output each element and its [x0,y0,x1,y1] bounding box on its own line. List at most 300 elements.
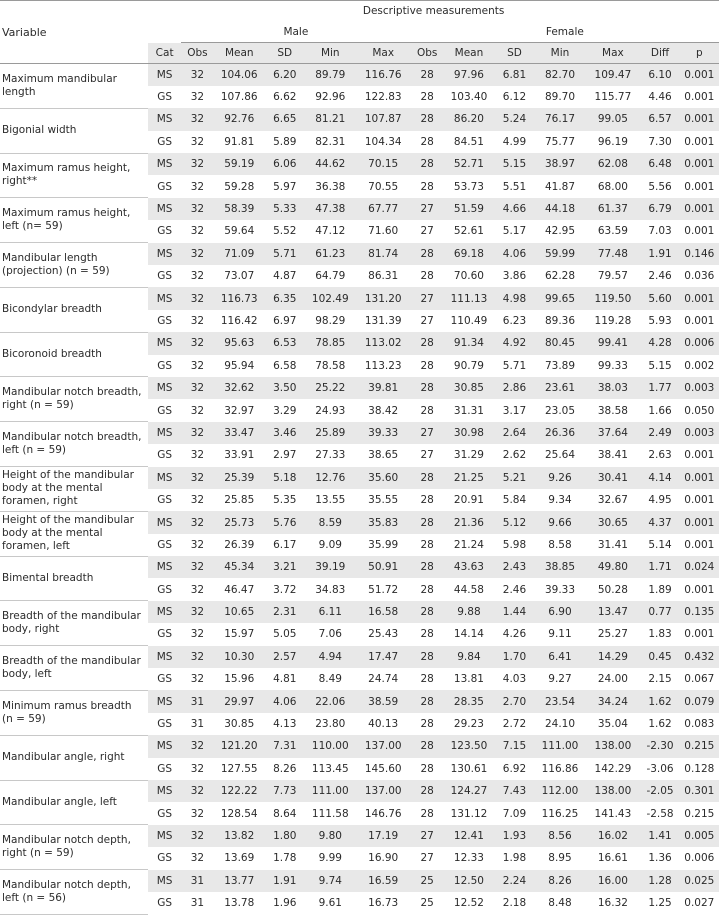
table-cell: 0.006 [680,332,719,354]
table-cell: 4.06 [265,690,305,712]
table-cell: 23.80 [305,713,356,735]
table-cell: 13.81 [444,668,495,690]
table-cell: 38.85 [535,556,586,578]
table-cell: 13.77 [214,870,265,892]
table-cell: 1.25 [640,892,679,914]
table-cell: 39.33 [535,578,586,600]
table-cell: 28 [411,511,444,533]
table-cell: 2.86 [494,377,534,399]
table-cell: 5.93 [640,310,679,332]
table-cell: 52.71 [444,153,495,175]
variable-label: Bicoronoid breadth [0,332,148,377]
table-cell: 28 [411,399,444,421]
table-cell: 25.64 [535,444,586,466]
table-cell: 76.17 [535,108,586,130]
table-cell: 4.81 [265,668,305,690]
column-header: SD [494,43,534,64]
table-cell: 2.49 [640,422,679,444]
table-cell: 2.46 [640,265,679,287]
table-cell: 16.32 [585,892,640,914]
table-cell: MS [148,646,181,668]
table-cell: 95.63 [214,332,265,354]
table-cell: 2.18 [494,892,534,914]
table-cell: 7.09 [494,802,534,824]
table-cell: 32 [181,489,214,511]
table-cell: 28 [411,153,444,175]
table-cell: 0.003 [680,377,719,399]
table-cell: 6.53 [265,332,305,354]
table-cell: 5.17 [494,220,534,242]
column-header: Mean [444,43,495,64]
table-cell: 31 [181,713,214,735]
table-cell: 10.30 [214,646,265,668]
table-cell: 104.06 [214,64,265,86]
table-cell: 8.26 [265,758,305,780]
table-cell: 1.93 [494,825,534,847]
table-cell: 0.001 [680,108,719,130]
table-cell: 0.050 [680,399,719,421]
table-cell: 32 [181,243,214,265]
table-cell: 28 [411,668,444,690]
table-cell: 5.24 [494,108,534,130]
table-cell: 28 [411,355,444,377]
table-cell: 38.65 [356,444,411,466]
table-cell: 59.19 [214,153,265,175]
table-cell: 38.59 [356,690,411,712]
table-cell: 5.52 [265,220,305,242]
table-cell: 2.72 [494,713,534,735]
table-cell: MS [148,556,181,578]
table-cell: 7.73 [265,780,305,802]
table-cell: MS [148,511,181,533]
table-row [0,332,719,354]
table-cell: 1.96 [265,892,305,914]
table-cell: 25.85 [214,489,265,511]
table-cell: 0.432 [680,646,719,668]
table-cell: 103.40 [444,86,495,108]
table-cell: 1.78 [265,847,305,869]
table-cell: 16.02 [585,825,640,847]
table-cell: 2.62 [494,444,534,466]
table-cell: 8.26 [535,870,586,892]
female-header: Female [411,22,719,43]
table-cell: 31 [181,690,214,712]
table-cell: 70.15 [356,153,411,175]
table-cell: 73.07 [214,265,265,287]
table-cell: 2.46 [494,578,534,600]
table-cell: 123.50 [444,735,495,757]
table-cell: 0.001 [680,578,719,600]
table-cell: MS [148,243,181,265]
table-cell: 28 [411,646,444,668]
table-cell: 38.58 [585,399,640,421]
table-cell: 1.71 [640,556,679,578]
table-cell: 137.00 [356,780,411,802]
table-cell: 32 [181,198,214,220]
table-cell: 12.76 [305,467,356,489]
table-cell: 32 [181,534,214,556]
table-cell: 12.33 [444,847,495,869]
table-cell: 30.65 [585,511,640,533]
table-cell: 91.81 [214,131,265,153]
table-cell: 107.86 [214,86,265,108]
table-cell: 27 [411,444,444,466]
table-cell: 63.59 [585,220,640,242]
table-cell: 122.83 [356,86,411,108]
table-cell: 16.58 [356,601,411,623]
table-cell: 32 [181,287,214,309]
table-cell: 35.99 [356,534,411,556]
table-cell: 32 [181,601,214,623]
table-cell: 6.17 [265,534,305,556]
table-cell: 32 [181,758,214,780]
table-cell: MS [148,690,181,712]
table-cell: 21.36 [444,511,495,533]
table-cell: 9.84 [444,646,495,668]
variable-header: Variable [0,1,148,64]
table-cell: 51.72 [356,578,411,600]
table-cell: 1.28 [640,870,679,892]
table-cell: 5.35 [265,489,305,511]
table-cell: 0.067 [680,668,719,690]
table-row [0,646,719,668]
table-cell: 91.34 [444,332,495,354]
table-cell: 8.59 [305,511,356,533]
table-cell: 78.58 [305,355,356,377]
table-cell: 28 [411,713,444,735]
table-cell: 28 [411,489,444,511]
table-row [0,243,719,265]
table-cell: 16.00 [585,870,640,892]
table-cell: 37.64 [585,422,640,444]
table-cell: 27 [411,422,444,444]
table-cell: 13.78 [214,892,265,914]
table-cell: 53.73 [444,175,495,197]
table-cell: 89.79 [305,64,356,86]
table-cell: 138.00 [585,735,640,757]
table-cell: 4.92 [494,332,534,354]
table-cell: 2.70 [494,690,534,712]
variable-label: Mandibular angle, left [0,780,148,825]
table-cell: 81.21 [305,108,356,130]
table-cell: 110.00 [305,735,356,757]
table-cell: 0.146 [680,243,719,265]
table-cell: 27.33 [305,444,356,466]
table-cell: 14.14 [444,623,495,645]
table-cell: 13.47 [585,601,640,623]
table-cell: 33.91 [214,444,265,466]
table-cell: 3.50 [265,377,305,399]
table-cell: GS [148,175,181,197]
table-cell: GS [148,220,181,242]
table-row [0,108,719,130]
table-cell: MS [148,377,181,399]
table-cell: 28 [411,578,444,600]
table-cell: 0.024 [680,556,719,578]
table-cell: GS [148,355,181,377]
table-cell: 27 [411,847,444,869]
table-row [0,870,719,892]
table-cell: 3.72 [265,578,305,600]
table-cell: GS [148,399,181,421]
table-cell: 15.97 [214,623,265,645]
table-cell: 0.079 [680,690,719,712]
table-cell: 0.083 [680,713,719,735]
table-cell: 4.37 [640,511,679,533]
table-cell: 2.57 [265,646,305,668]
table-cell: 82.70 [535,64,586,86]
table-cell: 41.87 [535,175,586,197]
table-cell: 32 [181,265,214,287]
table-cell: 5.15 [494,153,534,175]
table-cell: 6.12 [494,86,534,108]
table-cell: 6.97 [265,310,305,332]
table-cell: 73.89 [535,355,586,377]
table-cell: 96.19 [585,131,640,153]
table-cell: 28 [411,534,444,556]
table-cell: 121.20 [214,735,265,757]
table-cell: 6.23 [494,310,534,332]
table-cell: 81.74 [356,243,411,265]
table-cell: 1.70 [494,646,534,668]
table-cell: 6.06 [265,153,305,175]
table-cell: 10.65 [214,601,265,623]
column-header: SD [265,43,305,64]
table-cell: 28 [411,265,444,287]
table-cell: 131.12 [444,802,495,824]
table-cell: 32 [181,86,214,108]
table-row [0,467,719,489]
table-cell: 23.61 [535,377,586,399]
table-cell: 141.43 [585,802,640,824]
table-cell: GS [148,489,181,511]
table-cell: 21.24 [444,534,495,556]
table-cell: 1.89 [640,578,679,600]
table-cell: 6.10 [640,64,679,86]
table-cell: MS [148,870,181,892]
table-cell: 104.34 [356,131,411,153]
table-cell: 0.128 [680,758,719,780]
table-cell: 9.66 [535,511,586,533]
table-cell: 1.41 [640,825,679,847]
table-cell: 16.73 [356,892,411,914]
table-cell: 32 [181,825,214,847]
table-cell: 127.55 [214,758,265,780]
table-cell: GS [148,802,181,824]
table-cell: 111.00 [305,780,356,802]
table-cell: 28 [411,86,444,108]
table-cell: 29.97 [214,690,265,712]
table-cell: 1.91 [265,870,305,892]
table-cell: 4.06 [494,243,534,265]
table-cell: 92.96 [305,86,356,108]
table-cell: 7.15 [494,735,534,757]
table-cell: 0.001 [680,623,719,645]
table-cell: 32 [181,153,214,175]
table-cell: 59.64 [214,220,265,242]
table-cell: 78.85 [305,332,356,354]
table-cell: 110.49 [444,310,495,332]
table-cell: 116.25 [535,802,586,824]
table-cell: 137.00 [356,735,411,757]
table-cell: 28.35 [444,690,495,712]
table-cell: 28 [411,780,444,802]
table-cell: 6.11 [305,601,356,623]
table-cell: 2.97 [265,444,305,466]
variable-label: Maximum mandibular length [0,64,148,109]
table-cell: 35.04 [585,713,640,735]
table-cell: 5.18 [265,467,305,489]
table-cell: 50.91 [356,556,411,578]
table-cell: 59.99 [535,243,586,265]
table-cell: 30.98 [444,422,495,444]
table-cell: 25.43 [356,623,411,645]
table-cell: 4.26 [494,623,534,645]
table-cell: 0.005 [680,825,719,847]
table-cell: 9.09 [305,534,356,556]
variable-label: Mandibular notch breadth, left (n = 59) [0,422,148,467]
table-cell: 84.51 [444,131,495,153]
table-cell: 23.05 [535,399,586,421]
table-cell: 27 [411,310,444,332]
table-cell: 44.58 [444,578,495,600]
table-cell: 70.60 [444,265,495,287]
table-cell: 113.02 [356,332,411,354]
table-cell: 5.21 [494,467,534,489]
table-cell: 30.85 [444,377,495,399]
table-cell: GS [148,758,181,780]
table-cell: 7.03 [640,220,679,242]
table-cell: 116.86 [535,758,586,780]
table-cell: 31 [181,870,214,892]
table-row [0,377,719,399]
table-cell: 32 [181,310,214,332]
table-cell: 27 [411,287,444,309]
table-cell: MS [148,825,181,847]
table-cell: 0.001 [680,467,719,489]
table-cell: 12.41 [444,825,495,847]
table-cell: 116.76 [356,64,411,86]
table-cell: GS [148,310,181,332]
table-cell: 25.89 [305,422,356,444]
table-cell: 0.001 [680,175,719,197]
table-cell: 107.87 [356,108,411,130]
table-cell: GS [148,578,181,600]
table-row [0,735,719,757]
table-cell: 8.95 [535,847,586,869]
table-cell: 5.98 [494,534,534,556]
variable-label: Bimental breadth [0,556,148,601]
table-cell: 31.29 [444,444,495,466]
table-cell: 23.54 [535,690,586,712]
table-cell: 9.11 [535,623,586,645]
table-cell: 28 [411,601,444,623]
table-cell: 1.44 [494,601,534,623]
table-cell: 0.027 [680,892,719,914]
table-cell: 17.47 [356,646,411,668]
table-cell: 124.27 [444,780,495,802]
table-cell: 131.39 [356,310,411,332]
table-cell: 20.91 [444,489,495,511]
table-cell: 0.77 [640,601,679,623]
table-cell: 25.39 [214,467,265,489]
table-cell: 3.21 [265,556,305,578]
column-header: Min [305,43,356,64]
table-cell: 28 [411,556,444,578]
table-cell: 0.001 [680,310,719,332]
table-cell: 0.215 [680,735,719,757]
table-cell: 1.36 [640,847,679,869]
column-header: Diff [640,43,679,64]
table-cell: 15.96 [214,668,265,690]
table-cell: 28 [411,467,444,489]
table-cell: 45.34 [214,556,265,578]
table-row [0,825,719,847]
table-cell: 32 [181,668,214,690]
column-header: p [680,43,719,64]
table-cell: 28 [411,108,444,130]
column-header: Cat [148,43,181,64]
table-cell: 28 [411,243,444,265]
table-cell: 33.47 [214,422,265,444]
table-cell: 9.61 [305,892,356,914]
table-cell: 145.60 [356,758,411,780]
table-cell: 40.13 [356,713,411,735]
table-cell: -2.30 [640,735,679,757]
table-cell: 8.64 [265,802,305,824]
table-cell: 31 [181,892,214,914]
table-cell: 27 [411,198,444,220]
table-cell: 32 [181,735,214,757]
table-cell: 39.81 [356,377,411,399]
table-cell: 24.93 [305,399,356,421]
table-cell: 2.31 [265,601,305,623]
table-cell: MS [148,422,181,444]
table-cell: GS [148,623,181,645]
table-cell: 32 [181,467,214,489]
table-cell: 32 [181,847,214,869]
variable-label: Mandibular notch depth, right (n = 59) [0,825,148,870]
table-cell: 8.48 [535,892,586,914]
table-cell: 6.92 [494,758,534,780]
table-cell: 14.29 [585,646,640,668]
column-header: Max [356,43,411,64]
table-cell: 26.36 [535,422,586,444]
table-cell: 8.58 [535,534,586,556]
table-cell: -2.58 [640,802,679,824]
table-cell: 25 [411,870,444,892]
table-cell: 0.036 [680,265,719,287]
variable-label: Mandibular angle, right [0,735,148,780]
table-cell: 67.77 [356,198,411,220]
table-cell: 32 [181,355,214,377]
table-cell: 28 [411,64,444,86]
table-cell: MS [148,198,181,220]
table-cell: 122.22 [214,780,265,802]
table-cell: 6.41 [535,646,586,668]
table-cell: 6.48 [640,153,679,175]
table-cell: 3.86 [494,265,534,287]
table-cell: 97.96 [444,64,495,86]
table-cell: 0.025 [680,870,719,892]
table-cell: 32 [181,108,214,130]
table-cell: 28 [411,758,444,780]
table-cell: 28 [411,377,444,399]
table-cell: 119.50 [585,287,640,309]
table-cell: 16.90 [356,847,411,869]
table-cell: 30.41 [585,467,640,489]
table-row [0,64,719,86]
